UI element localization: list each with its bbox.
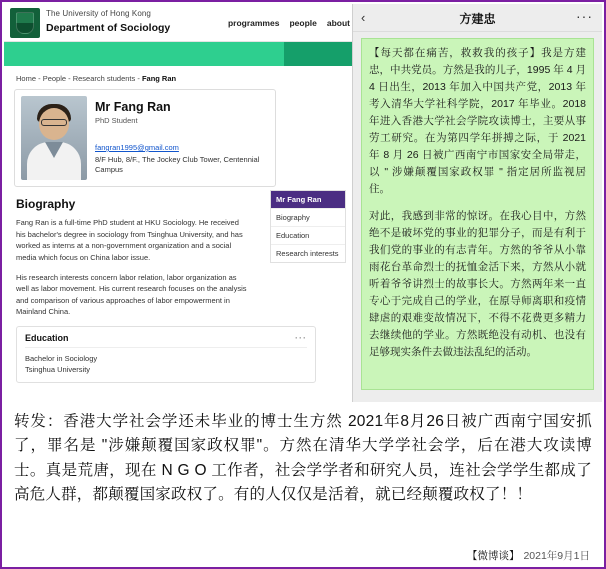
education-school: Tsinghua University [25, 365, 91, 375]
biography-heading: Biography [16, 197, 76, 211]
caption-date: 2021年9月1日 [523, 550, 590, 562]
section-side-nav [270, 190, 346, 263]
breadcrumb-sep: - [135, 74, 142, 83]
breadcrumb-home[interactable]: Home [16, 74, 37, 83]
breadcrumb-people[interactable]: People [42, 74, 67, 83]
band-accent [284, 42, 356, 66]
education-heading: Education [25, 333, 69, 343]
site-header [4, 4, 356, 42]
wechat-post-card [361, 38, 594, 390]
site-top-nav [228, 18, 350, 28]
biography-paragraph: Fang Ran is a full-time PhD student at HKU Sociology. He received his bachelor's degree in sociology from Tsinghua University, and has worked as interns at a non-government organization and a social media which focus on China labor issue. [16, 218, 243, 262]
nav-item-about[interactable]: about [326, 18, 350, 28]
page-content [4, 66, 356, 402]
hku-website-panel [4, 4, 356, 402]
sidebar-item-education[interactable]: Education [271, 226, 345, 244]
chevron-left-icon[interactable]: ‹ [361, 10, 366, 25]
caption-footer [467, 548, 590, 563]
wechat-post-body [353, 32, 602, 401]
breadcrumb [16, 74, 346, 83]
breadcrumb-sep: - [36, 74, 43, 83]
page-title: Mr Fang Ran [95, 100, 171, 114]
education-header [25, 333, 307, 348]
profile-card [14, 89, 276, 187]
ellipsis-icon[interactable]: ··· [576, 8, 593, 24]
caption-text: 转发：香港大学社会学还未毕业的博士生方然 2021年8月26日被广西南宁国安抓了，罪名是 "涉嫌颠覆国家政权罪"。方然在清华大学学社会学，后在港大攻读博士。真是荒唐，现在 N G O 工作者，社会学学者和研究人员，连社会学学生都成了高危人群，都颠覆国家政权了。有的人仅仅是活着，就已经颠覆政权了！！ [14, 413, 592, 504]
nav-item-people[interactable]: people [289, 18, 317, 28]
profile-info [95, 96, 269, 180]
sidebar-item-biography[interactable]: Biography [271, 208, 345, 226]
education-card [16, 326, 316, 383]
wechat-post-panel [352, 4, 602, 402]
site-color-band [4, 42, 356, 66]
hku-logo-icon [10, 8, 40, 38]
post-paragraph: 对此，我感到非常的惊讶。在我心目中，方然绝不是破坏党的事业的犯罪分子，而是有利于我们党的事业的有志青年。方然的爷爷从小靠雨花台革命烈士的抚恤金活下来，方然从小就听着爷爷讲烈士的故事长大。方然两年来一直专心于完成自己的学业，在原导师离职和疫情肆虐的艰难变故情况下，不得不花费更多精力去继续他的学业。方然既绝没有动机、也没有足够现实条件去做违法乱纪的活动。 [369, 210, 586, 358]
profile-role: PhD Student [95, 116, 138, 125]
biography-paragraph: His research interests concern labor relation, labor organization as well as labor movement. His current research focuses on the analysis and comparison of various approaches of labor empowerment in Mainland China. [16, 272, 247, 317]
sidebar-item-research-interests[interactable]: Research interests [271, 244, 345, 262]
breadcrumb-research-students[interactable]: Research students [72, 74, 136, 83]
education-body [25, 348, 307, 376]
wechat-title-bar [353, 4, 602, 32]
department-name: Department of Sociology [46, 22, 171, 34]
avatar [21, 96, 87, 180]
caption-area [4, 402, 602, 567]
caption-source: 【微博谈】 [466, 550, 520, 562]
university-name: The University of Hong Kong [46, 9, 151, 18]
post-paragraph: 【每天都在痛苦，救救我的孩子】我是方建忠，中共党员。方然是我的儿子，1995 年 4 月 4 日出生，2013 年加入中国共产党，2013 年考入清华大学社科学院，2017 年毕业。2018 年进入香港大学社会学院攻读博士，主要从事劳工研究。在为第四学年拼搏之际，于 2021 年 8 月 26 日被广西南宁市国家安全局带走，以 " 涉嫌颠覆国家政权罪 " 指定居所监视居住。 [369, 47, 586, 195]
wechat-author-title: 方建忠 [459, 12, 496, 26]
education-degree: Bachelor in Sociology [25, 354, 98, 363]
breadcrumb-current: Fang Ran [141, 74, 177, 83]
profile-email-link[interactable]: fangran1995@gmail.com [95, 143, 179, 152]
breadcrumb-sep: - [66, 74, 73, 83]
nav-item-programmes[interactable]: programmes [227, 18, 280, 28]
profile-address: 8/F Hub, 8/F., The Jockey Club Tower, Centennial Campus [95, 155, 260, 175]
sidebar-item-profile[interactable]: Mr Fang Ran [271, 191, 345, 208]
ellipsis-icon[interactable]: ··· [295, 333, 307, 343]
